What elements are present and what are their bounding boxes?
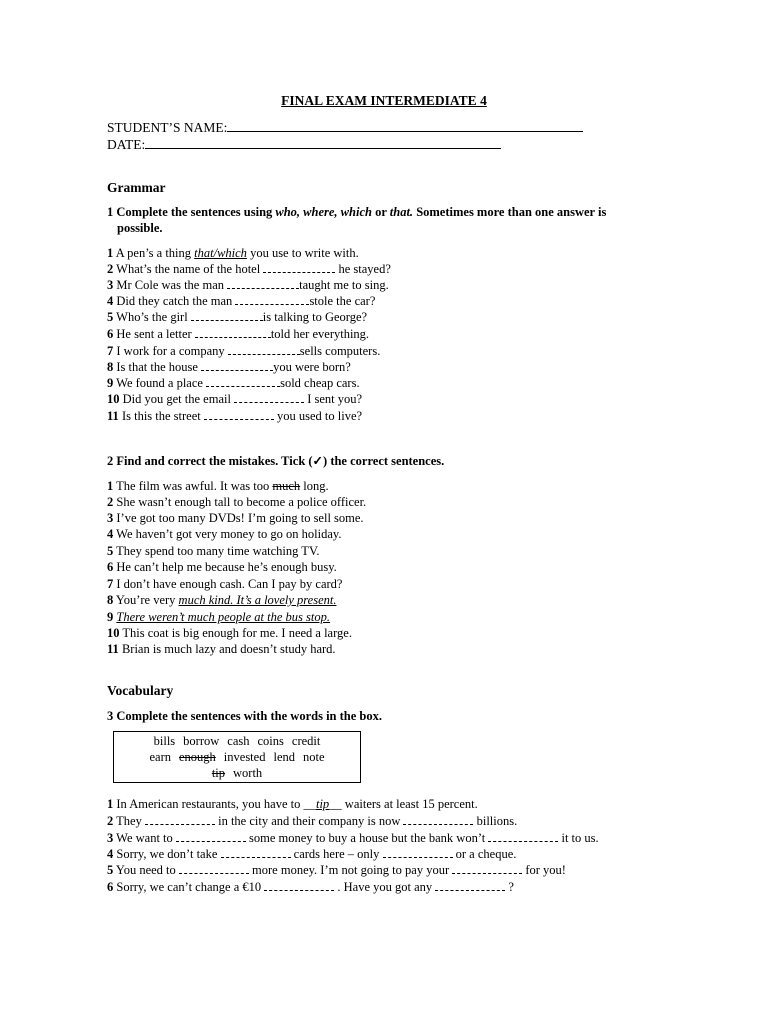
q3-item: 5 You need to more money. I’m not going to pay your for you! [107, 863, 566, 877]
q3-item: 1 In American restaurants, you have to __tip__ waiters at least 15 percent. [107, 797, 478, 811]
q3-item: 3 We want to some money to buy a house but the bank won’t it to us. [107, 831, 599, 845]
answer-blank[interactable] [452, 863, 522, 874]
q1-instruction-line2: possible. [117, 221, 163, 235]
q2-item: 11 Brian is much lazy and doesn’t study hard. [107, 642, 336, 656]
answer-blank[interactable] [179, 863, 249, 874]
q1-item: 6 He sent a letter told her everything. [107, 327, 370, 341]
q2-item: 2 She wasn’t enough tall to become a police officer. [107, 495, 367, 509]
q1-instruction: 1 Complete the sentences using who, where, which or that. Sometimes more than one answer is [107, 205, 607, 219]
q1-item: 5 Who’s the girl is talking to George? [107, 310, 368, 324]
word-box-row: tip worth [211, 766, 263, 780]
struck-word: much [272, 479, 301, 493]
answer-text: There weren’t much people at the bus stop. [116, 610, 330, 624]
word-box-row: bills borrow cash coins credit [153, 734, 321, 748]
q2-instruction: 2 Find and correct the mistakes. Tick (✓) the correct sentences. [107, 454, 445, 468]
answer-text: tip [315, 797, 330, 811]
q2-item: 8 You’re very much kind. It’s a lovely present. [107, 593, 337, 607]
q3-instruction: 3 Complete the sentences with the words in the box. [107, 709, 382, 723]
answer-blank[interactable] [235, 294, 309, 305]
q1-item: 11 Is this the street you used to live? [107, 409, 363, 423]
q1-item: 9 We found a place sold cheap cars. [107, 376, 360, 390]
q2-item: 10 This coat is big enough for me. I need a large. [107, 626, 352, 640]
q1-item: 2 What’s the name of the hotel he stayed? [107, 262, 391, 276]
answer-blank[interactable] [264, 880, 334, 891]
answer-blank[interactable] [145, 814, 215, 825]
struck-word: enough [178, 750, 216, 764]
vocabulary-heading: Vocabulary [107, 683, 174, 698]
answer-blank[interactable] [234, 392, 304, 403]
q1-item: 4 Did they catch the man stole the car? [107, 294, 376, 308]
answer-blank[interactable] [221, 847, 291, 858]
answer-blank[interactable] [201, 360, 273, 371]
grammar-heading: Grammar [107, 180, 166, 195]
answer-blank[interactable] [204, 409, 274, 420]
answer-blank[interactable] [403, 814, 473, 825]
answer-text: that/which [194, 246, 247, 260]
answer-blank[interactable] [206, 376, 280, 387]
q2-item: 3 I’ve got too many DVDs! I’m going to sell some. [107, 511, 364, 525]
answer-blank[interactable] [191, 310, 263, 321]
date-field[interactable] [145, 136, 501, 149]
date-label: DATE: [107, 137, 146, 152]
exam-title: FINAL EXAM INTERMEDIATE 4 [281, 93, 487, 108]
q3-item: 6 Sorry, we can’t change a €10 . Have you got any ? [107, 880, 514, 894]
answer-blank[interactable] [435, 880, 505, 891]
answer-blank[interactable] [227, 278, 299, 289]
q3-item: 2 They in the city and their company is now billions. [107, 814, 518, 828]
q2-item: 6 He can’t help me because he’s enough busy. [107, 560, 337, 574]
q2-item: 4 We haven’t got very money to go on holiday. [107, 527, 342, 541]
q1-item: 1 A pen’s a thing that/which you use to write with. [107, 246, 359, 260]
answer-text: much kind. It’s a lovely present. [178, 593, 337, 607]
student-name-row [107, 119, 583, 136]
q1-item: 10 Did you get the email I sent you? [107, 392, 363, 406]
answer-blank[interactable] [488, 831, 558, 842]
answer-blank[interactable] [228, 344, 300, 355]
student-name-label: STUDENT’S NAME: [107, 120, 228, 135]
student-name-field[interactable] [227, 119, 583, 132]
q2-item: 1 The film was awful. It was too much long. [107, 479, 329, 493]
q1-item: 3 Mr Cole was the man taught me to sing. [107, 278, 389, 292]
answer-blank[interactable] [263, 262, 335, 273]
q2-item: 7 I don’t have enough cash. Can I pay by card? [107, 577, 343, 591]
word-box-row: earn enough invested lend note [149, 750, 325, 764]
date-row [107, 136, 501, 153]
answer-blank[interactable] [383, 847, 453, 858]
q3-item: 4 Sorry, we don’t take cards here – only or a cheque. [107, 847, 517, 861]
struck-word: tip [211, 766, 226, 780]
answer-blank[interactable] [195, 327, 271, 338]
word-box [113, 731, 361, 783]
q2-item: 9 There weren’t much people at the bus stop. [107, 610, 330, 624]
q1-item: 7 I work for a company sells computers. [107, 344, 381, 358]
answer-blank[interactable] [176, 831, 246, 842]
q1-item: 8 Is that the house you were born? [107, 360, 351, 374]
q2-item: 5 They spend too many time watching TV. [107, 544, 320, 558]
